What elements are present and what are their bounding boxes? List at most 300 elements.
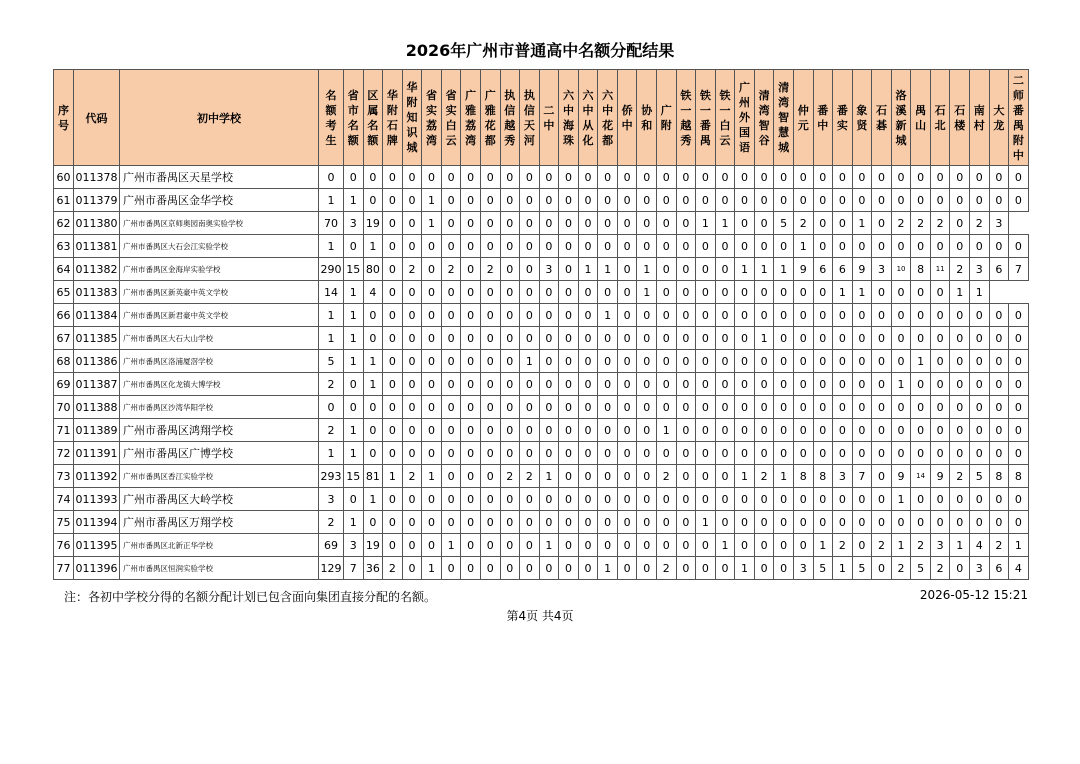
quota-cell: 0: [402, 419, 422, 442]
quota-cell: 0: [637, 557, 657, 580]
quota-cell: 0: [383, 235, 403, 258]
quota-cell: 0: [402, 189, 422, 212]
quota-cell: 0: [598, 396, 618, 419]
column-header: 大龙: [989, 70, 1009, 166]
quota-cell: 2: [970, 212, 990, 235]
column-header: 广州外国语: [735, 70, 755, 166]
quota-cell: 0: [989, 189, 1009, 212]
quota-cell: 0: [735, 419, 755, 442]
column-header: 石碁: [872, 70, 892, 166]
column-header: 序号: [54, 70, 74, 166]
quota-cell: 0: [774, 557, 794, 580]
quota-cell: 0: [402, 557, 422, 580]
quota-cell: 0: [930, 189, 950, 212]
quota-cell: 0: [774, 534, 794, 557]
school-code: 011379: [74, 189, 120, 212]
quota-cell: 0: [461, 419, 481, 442]
quota-cell: 0: [617, 557, 637, 580]
quota-cell: 0: [950, 235, 970, 258]
quota-cell: 0: [441, 373, 461, 396]
table-row: [54, 235, 1029, 258]
quota-cell: 0: [872, 396, 892, 419]
quota-cell: 0: [833, 304, 853, 327]
quota-cell: 0: [676, 419, 696, 442]
quota-cell: 1: [422, 189, 442, 212]
quota-cell: 0: [617, 189, 637, 212]
quota-cell: 0: [461, 235, 481, 258]
column-header: 番中: [813, 70, 833, 166]
quota-cell: 2: [911, 212, 931, 235]
quota-cell: 0: [559, 373, 579, 396]
school-name: 广州市番禺区新君豪中英文学校: [120, 304, 319, 327]
quota-cell: 0: [539, 281, 559, 304]
quota-cell: 0: [520, 212, 540, 235]
quota-cell: 0: [930, 396, 950, 419]
quota-cell: 0: [617, 419, 637, 442]
quota-cell: 1: [344, 511, 364, 534]
quota-cell: 1: [344, 189, 364, 212]
quota-cell: 0: [578, 350, 598, 373]
quota-cell: 0: [676, 534, 696, 557]
quota-cell: 0: [461, 350, 481, 373]
row-number: 61: [54, 189, 74, 212]
quota-cell: 0: [539, 304, 559, 327]
quota-cell: 0: [441, 281, 461, 304]
quota-cell: 0: [461, 281, 481, 304]
quota-cell: 0: [735, 235, 755, 258]
quota-cell: 0: [911, 304, 931, 327]
quota-cell: 0: [637, 419, 657, 442]
table-row: [54, 373, 1029, 396]
row-number: 68: [54, 350, 74, 373]
quota-cell: 0: [833, 350, 853, 373]
quota-cell: 0: [793, 396, 813, 419]
school-name: 广州市番禺区沙湾华阳学校: [120, 396, 319, 419]
quota-cell: 0: [520, 189, 540, 212]
quota-cell: 0: [676, 281, 696, 304]
quota-cell: 0: [872, 350, 892, 373]
quota-cell: 0: [911, 166, 931, 189]
quota-cell: 0: [891, 350, 911, 373]
quota-cell: 0: [813, 327, 833, 350]
quota-cell: 0: [930, 419, 950, 442]
quota-cell: 0: [441, 166, 461, 189]
quota-cell: 1: [833, 557, 853, 580]
column-header: 侨中: [617, 70, 637, 166]
quota-cell: 0: [852, 442, 872, 465]
quota-cell: 0: [930, 281, 950, 304]
quota-cell: 0: [696, 327, 716, 350]
quota-cell: 0: [500, 396, 520, 419]
quota-cell: 0: [911, 281, 931, 304]
quota-cell: 0: [637, 212, 657, 235]
quota-cell: 0: [461, 442, 481, 465]
quota-cell: 0: [930, 350, 950, 373]
quota-cell: 0: [774, 442, 794, 465]
table-row: [54, 281, 1029, 304]
quota-cell: 0: [676, 442, 696, 465]
quota-cell: 0: [872, 419, 892, 442]
column-header: 仲元: [793, 70, 813, 166]
quota-cell: 0: [989, 396, 1009, 419]
quota-cell: 1: [1009, 534, 1029, 557]
quota-cell: 0: [950, 373, 970, 396]
quota-cell: 0: [1009, 511, 1029, 534]
quota-cell: 0: [657, 534, 677, 557]
quota-cell: 0: [637, 327, 657, 350]
quota-cell: 0: [657, 396, 677, 419]
quota-cell: 0: [676, 511, 696, 534]
quota-cell: 0: [539, 557, 559, 580]
quota-cell: 0: [363, 327, 383, 350]
column-header: 铁一白云: [715, 70, 735, 166]
quota-cell: 0: [793, 281, 813, 304]
quota-cell: 0: [813, 488, 833, 511]
quota-cell: 0: [480, 465, 500, 488]
quota-cell: 0: [950, 511, 970, 534]
quota-cell: 0: [715, 327, 735, 350]
quota-cell: 0: [617, 281, 637, 304]
table-header-row: [54, 70, 1029, 166]
school-code: 011391: [74, 442, 120, 465]
quota-cell: 0: [441, 419, 461, 442]
quota-cell: 0: [422, 511, 442, 534]
quota-cell: 0: [793, 373, 813, 396]
quota-cell: 0: [872, 304, 892, 327]
quota-cell: 0: [383, 327, 403, 350]
quota-cell: 0: [617, 235, 637, 258]
quota-cell: 0: [363, 442, 383, 465]
quota-cell: 0: [676, 557, 696, 580]
quota-cell: 0: [891, 396, 911, 419]
school-name: 广州市番禺区鸿翔学校: [120, 419, 319, 442]
quota-cell: 0: [774, 166, 794, 189]
school-name: 广州市番禺区北新正华学校: [120, 534, 319, 557]
school-name: 广州市番禺区恒润实验学校: [120, 557, 319, 580]
school-code: 011387: [74, 373, 120, 396]
column-header: 南村: [970, 70, 990, 166]
table-row: [54, 304, 1029, 327]
column-header: 协和: [637, 70, 657, 166]
quota-cell: 0: [539, 189, 559, 212]
quota-cell: 0: [441, 557, 461, 580]
quota-cell: 0: [735, 396, 755, 419]
quota-cell: 0: [891, 327, 911, 350]
quota-cell: 0: [715, 557, 735, 580]
quota-cell: 0: [852, 166, 872, 189]
quota-cell: 0: [441, 511, 461, 534]
school-code: 011392: [74, 465, 120, 488]
quota-cell: 0: [539, 442, 559, 465]
quota-cell: 0: [480, 488, 500, 511]
quota-cell: 0: [617, 396, 637, 419]
quota-cell: 0: [598, 488, 618, 511]
quota-cell: 0: [598, 534, 618, 557]
quota-cell: 0: [813, 419, 833, 442]
quota-cell: 0: [520, 281, 540, 304]
quota-cell: 0: [383, 281, 403, 304]
quota-cell: 1: [422, 465, 442, 488]
quota-cell: 0: [774, 327, 794, 350]
quota-cell: 2: [402, 258, 422, 281]
quota-cell: 1: [539, 465, 559, 488]
quota-cell: 0: [989, 373, 1009, 396]
quota-cell: 0: [715, 281, 735, 304]
quota-cell: 0: [461, 465, 481, 488]
quota-cell: 0: [422, 258, 442, 281]
school-code: 011388: [74, 396, 120, 419]
quota-cell: 1: [363, 373, 383, 396]
quota-cell: 0: [754, 212, 774, 235]
quota-cell: 0: [970, 166, 990, 189]
quota-cell: 0: [559, 534, 579, 557]
quota-cell: 1: [754, 258, 774, 281]
quota-cell: 8: [1009, 465, 1029, 488]
quota-cell: 2: [383, 557, 403, 580]
quota-cell: 0: [872, 281, 892, 304]
quota-cell: 0: [520, 511, 540, 534]
quota-cell: 1: [383, 465, 403, 488]
quota-cell: 0: [950, 442, 970, 465]
quota-cell: 0: [520, 442, 540, 465]
quota-cell: 0: [578, 442, 598, 465]
quota-cell: 0: [793, 304, 813, 327]
quota-cell: 0: [578, 166, 598, 189]
quota-cell: 8: [911, 258, 931, 281]
column-header: 铁一番禺: [696, 70, 716, 166]
quota-cell: 0: [422, 396, 442, 419]
school-name: 广州市番禺区万翔学校: [120, 511, 319, 534]
quota-cell: 2: [930, 557, 950, 580]
quota-cell: 0: [441, 465, 461, 488]
quota-cell: 0: [578, 281, 598, 304]
quota-cell: 0: [950, 189, 970, 212]
quota-cell: 0: [911, 396, 931, 419]
quota-cell: 0: [1009, 442, 1029, 465]
row-number: 69: [54, 373, 74, 396]
quota-cell: 1: [344, 304, 364, 327]
quota-cell: 0: [422, 350, 442, 373]
quota-cell: 1: [657, 419, 677, 442]
quota-cell: 0: [402, 442, 422, 465]
quota-cell: 0: [852, 419, 872, 442]
quota-cell: 0: [422, 534, 442, 557]
quota-cell: 0: [617, 511, 637, 534]
quota-cell: 0: [657, 373, 677, 396]
quota-cell: 0: [461, 557, 481, 580]
quota-cell: 0: [578, 373, 598, 396]
quota-cell: 0: [402, 534, 422, 557]
quota-cell: 0: [676, 488, 696, 511]
quota-cell: 0: [363, 304, 383, 327]
column-header: 执信天河: [520, 70, 540, 166]
quota-cell: 0: [598, 350, 618, 373]
quota-cell: 0: [461, 212, 481, 235]
quota-cell: 0: [657, 189, 677, 212]
quota-cell: 0: [970, 350, 990, 373]
quota-cell: 0: [402, 212, 422, 235]
quota-cell: 0: [793, 442, 813, 465]
quota-cell: 0: [422, 419, 442, 442]
quota-cell: 0: [774, 396, 794, 419]
quota-cell: 1: [319, 442, 344, 465]
quota-cell: 10: [891, 258, 911, 281]
quota-cell: 1: [422, 557, 442, 580]
quota-cell: 19: [363, 212, 383, 235]
quota-cell: 2: [657, 557, 677, 580]
column-header: 石北: [930, 70, 950, 166]
quota-cell: 0: [461, 258, 481, 281]
quota-cell: 1: [950, 281, 970, 304]
quota-cell: 0: [1009, 419, 1029, 442]
quota-cell: 2: [833, 534, 853, 557]
quota-cell: 0: [813, 166, 833, 189]
quota-cell: 1: [696, 212, 716, 235]
quota-cell: 80: [363, 258, 383, 281]
quota-cell: 0: [657, 488, 677, 511]
school-name: 广州市番禺区金海岸实验学校: [120, 258, 319, 281]
quota-cell: 1: [598, 557, 618, 580]
school-name: 广州市番禺区化龙镇大博学校: [120, 373, 319, 396]
column-header: 名额考生: [319, 70, 344, 166]
quota-cell: 0: [930, 511, 950, 534]
school-code: 011395: [74, 534, 120, 557]
quota-cell: 0: [891, 304, 911, 327]
school-name: 广州市番禺区大石会江实验学校: [120, 235, 319, 258]
quota-cell: 0: [970, 442, 990, 465]
quota-cell: 3: [539, 258, 559, 281]
quota-cell: 2: [402, 465, 422, 488]
quota-cell: 0: [422, 304, 442, 327]
quota-cell: 293: [319, 465, 344, 488]
school-code: 011380: [74, 212, 120, 235]
quota-cell: 1: [319, 327, 344, 350]
row-number: 62: [54, 212, 74, 235]
quota-cell: 0: [754, 166, 774, 189]
quota-cell: 0: [383, 396, 403, 419]
quota-cell: 0: [539, 373, 559, 396]
table-row: [54, 442, 1029, 465]
quota-cell: 0: [696, 419, 716, 442]
quota-cell: 0: [774, 419, 794, 442]
column-header: 番实: [833, 70, 853, 166]
quota-cell: 0: [989, 442, 1009, 465]
quota-cell: 0: [383, 189, 403, 212]
quota-cell: 0: [520, 557, 540, 580]
quota-cell: 0: [715, 350, 735, 373]
quota-cell: 2: [754, 465, 774, 488]
quota-cell: 0: [422, 235, 442, 258]
quota-cell: 0: [950, 488, 970, 511]
quota-cell: 0: [676, 304, 696, 327]
quota-cell: 0: [735, 488, 755, 511]
quota-cell: 0: [930, 166, 950, 189]
quota-cell: 0: [559, 304, 579, 327]
quota-cell: 0: [500, 511, 520, 534]
quota-cell: 0: [319, 396, 344, 419]
quota-cell: 2: [480, 258, 500, 281]
quota-cell: 0: [578, 235, 598, 258]
quota-cell: 0: [891, 189, 911, 212]
quota-cell: 0: [676, 465, 696, 488]
quota-cell: 0: [520, 419, 540, 442]
quota-cell: 0: [637, 373, 657, 396]
quota-cell: 2: [891, 557, 911, 580]
quota-cell: 0: [637, 189, 657, 212]
table-row: [54, 396, 1029, 419]
quota-cell: 0: [461, 396, 481, 419]
quota-cell: 0: [774, 235, 794, 258]
quota-cell: 1: [911, 350, 931, 373]
quota-cell: 0: [500, 189, 520, 212]
quota-cell: 0: [970, 189, 990, 212]
quota-cell: 70: [319, 212, 344, 235]
quota-cell: 2: [911, 534, 931, 557]
quota-cell: 8: [813, 465, 833, 488]
quota-cell: 0: [363, 396, 383, 419]
quota-cell: 0: [891, 442, 911, 465]
quota-cell: 0: [578, 511, 598, 534]
quota-cell: 0: [559, 557, 579, 580]
quota-cell: 0: [520, 235, 540, 258]
quota-cell: 1: [735, 557, 755, 580]
quota-cell: 0: [578, 396, 598, 419]
quota-cell: 0: [598, 511, 618, 534]
quota-cell: 15: [344, 465, 364, 488]
quota-cell: 0: [657, 281, 677, 304]
quota-cell: 0: [422, 327, 442, 350]
quota-cell: 0: [559, 212, 579, 235]
quota-cell: 0: [617, 488, 637, 511]
quota-cell: 0: [383, 488, 403, 511]
table-row: [54, 511, 1029, 534]
quota-cell: 0: [559, 258, 579, 281]
quota-cell: 0: [480, 534, 500, 557]
quota-cell: 0: [461, 373, 481, 396]
quota-cell: 0: [891, 281, 911, 304]
table-row: [54, 212, 1029, 235]
quota-cell: 0: [754, 488, 774, 511]
quota-cell: 0: [657, 304, 677, 327]
quota-cell: 0: [363, 166, 383, 189]
quota-cell: 1: [637, 258, 657, 281]
quota-cell: 3: [344, 212, 364, 235]
quota-cell: 0: [461, 304, 481, 327]
quota-cell: 0: [617, 212, 637, 235]
school-code: 011385: [74, 327, 120, 350]
quota-cell: 0: [500, 166, 520, 189]
quota-cell: 0: [989, 488, 1009, 511]
school-code: 011394: [74, 511, 120, 534]
quota-cell: 0: [911, 442, 931, 465]
quota-cell: 11: [930, 258, 950, 281]
quota-cell: 0: [617, 373, 637, 396]
quota-cell: 0: [637, 442, 657, 465]
row-number: 77: [54, 557, 74, 580]
quota-cell: 0: [578, 189, 598, 212]
quota-cell: 0: [480, 557, 500, 580]
quota-cell: 0: [813, 304, 833, 327]
quota-cell: 0: [480, 166, 500, 189]
quota-cell: 1: [520, 350, 540, 373]
quota-cell: 9: [852, 258, 872, 281]
page-indicator: 第4页 共4页: [506, 609, 574, 623]
quota-cell: 0: [970, 511, 990, 534]
quota-cell: 0: [872, 442, 892, 465]
quota-cell: 0: [500, 304, 520, 327]
table-row: [54, 465, 1029, 488]
quota-cell: 0: [500, 350, 520, 373]
